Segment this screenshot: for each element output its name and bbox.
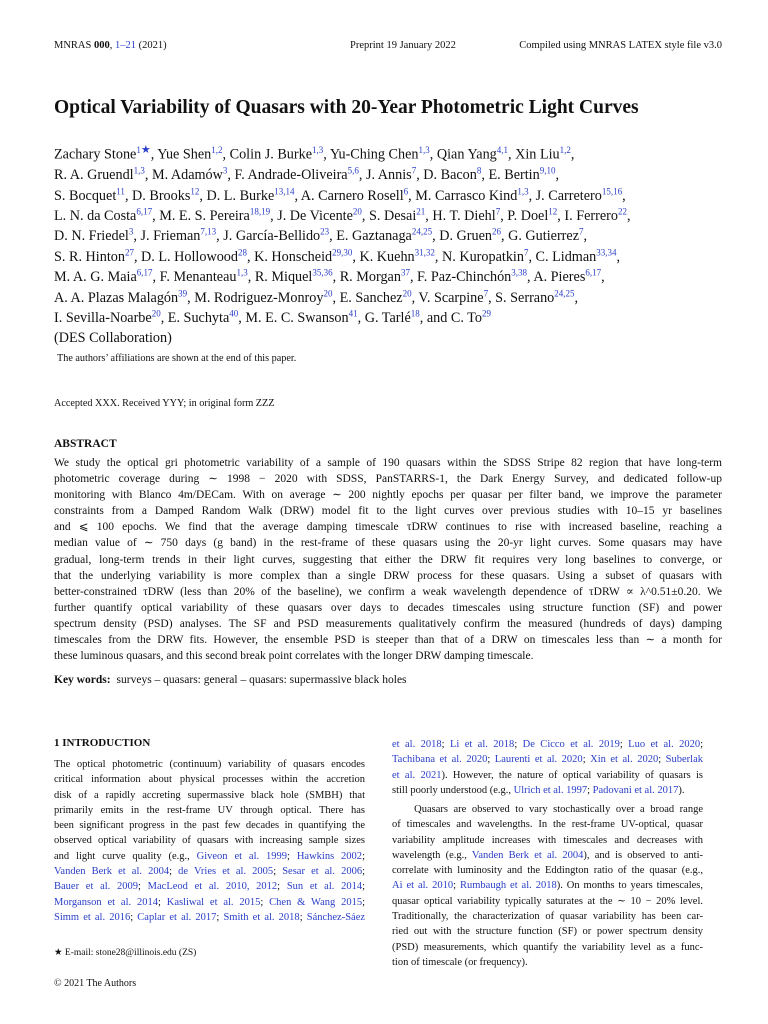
affiliation-superscript[interactable]: 1 xyxy=(136,145,141,155)
keywords xyxy=(54,674,407,686)
body-text: ; xyxy=(216,911,224,923)
body-line xyxy=(392,802,703,817)
body-line xyxy=(392,955,703,970)
affiliation-superscript[interactable]: 3 xyxy=(128,226,134,237)
keywords-text: surveys – quasars: general – quasars: supermassive black holes xyxy=(116,674,407,686)
citation-link[interactable]: Kasliwal et al. 2015 xyxy=(166,896,261,908)
author-name: , M. Carrasco Kind xyxy=(408,187,518,204)
author-name: , V. Scarpine xyxy=(411,289,484,306)
affiliation-superscript[interactable]: 1,3 xyxy=(517,185,529,196)
citation-link[interactable]: Vanden Berk et al. 2004 xyxy=(54,866,170,878)
author-name: S. R. Hinton xyxy=(54,248,125,265)
body-text: ried out with the structure function (SF) or power spectrum density xyxy=(392,926,703,938)
body-line xyxy=(392,817,703,832)
body-text: ), and is observed to anti- xyxy=(583,849,703,861)
body-text: been significant progress in the past few decades in quantifying the xyxy=(54,820,365,832)
citation-link[interactable]: Chen & Wang 2015 xyxy=(269,896,363,908)
body-text: Quasars are observed to vary stochastically over a broad range xyxy=(392,804,703,815)
affiliation-superscript[interactable]: 26 xyxy=(492,226,501,237)
abstract-line: further quantify optical variability of these quasars over days to decades timescales using structure function (SF) and power xyxy=(54,601,722,614)
affiliation-superscript[interactable]: 24,25 xyxy=(554,287,575,298)
preprint-date: Preprint 19 January 2022 xyxy=(350,40,456,51)
body-text: ; xyxy=(658,754,666,766)
body-line xyxy=(392,737,703,752)
author-name: , R. Miquel xyxy=(247,269,313,286)
citation-link[interactable]: Hawkins 2002 xyxy=(296,850,363,862)
body-text: ; xyxy=(273,866,283,878)
affiliation-superscript[interactable]: 20 xyxy=(352,206,362,217)
author-name: Zachary Stone xyxy=(54,146,137,163)
author-name: , xyxy=(583,228,588,245)
author-name: , E. Suchyta xyxy=(160,309,230,326)
affiliation-superscript[interactable]: 33,34 xyxy=(596,247,617,258)
author-name: , Yu-Ching Chen xyxy=(323,146,419,163)
affiliation-superscript[interactable]: 6,17 xyxy=(136,267,153,278)
left-column-text xyxy=(54,757,365,925)
body-text: ; xyxy=(157,896,167,908)
affiliation-superscript[interactable]: 7 xyxy=(483,287,489,298)
body-line xyxy=(392,863,703,878)
right-column-text-bottom xyxy=(392,802,703,970)
body-line xyxy=(54,849,365,864)
affiliation-superscript[interactable]: 5,6 xyxy=(347,165,359,176)
paper-title: Optical Variability of Quasars with 20-Year Photometric Light Curves xyxy=(54,97,639,118)
author-line xyxy=(54,226,722,246)
affiliation-superscript[interactable]: 9,10 xyxy=(539,165,556,176)
citation-link[interactable]: Smith et al. 2018 xyxy=(223,911,300,923)
author-name: , D. Brooks xyxy=(124,187,191,204)
affiliation-superscript[interactable]: 12 xyxy=(190,185,200,196)
citation-link[interactable]: Ulrich et al. 1997 xyxy=(513,784,588,796)
abstract-line: spectrum density (PSD) analyses. The SF and PSD measurements qualitatively confirm the measured (hundreds of days) damping xyxy=(54,617,722,630)
abstract-body xyxy=(54,455,722,664)
author-name: , F. Menanteau xyxy=(152,269,237,286)
body-line xyxy=(392,924,703,939)
author-name: , J. Annis xyxy=(358,167,412,184)
body-line xyxy=(54,879,365,894)
abstract-line: better-constrained τDRW (less than 20% of the baseline), we confirm a weak wavelength dependence of τDRW ∝ λ^0.51±0.20. We xyxy=(54,585,722,598)
author-name: , D. Bacon xyxy=(416,167,477,184)
author-name: , Yue Shen xyxy=(150,146,212,163)
abstract-line: constraints from a Damped Random Walk (DRW) model fit to the light curves over previous studies with 10–15 yr baselines xyxy=(54,505,722,518)
citation-link[interactable]: Simm et al. 2016 xyxy=(54,911,131,923)
compiled-note: Compiled using MNRAS LATEX style file v3.0 xyxy=(519,40,722,51)
body-text: observed optical variability of quasars with increasing sample sizes xyxy=(54,835,365,847)
body-text: still poorly understood (e.g., xyxy=(392,784,514,796)
affiliation-superscript[interactable]: 31,32 xyxy=(414,247,435,258)
corresponding-author-star[interactable]: ★ xyxy=(140,144,151,156)
body-text: of timescales and wavelengths. In the rest-frame UV-optical, quasar xyxy=(392,819,703,831)
right-column-text-top xyxy=(392,737,703,798)
body-text: ; xyxy=(587,784,593,796)
author-name: (DES Collaboration) xyxy=(54,330,172,347)
author-name: , G. Tarlé xyxy=(357,309,411,326)
author-name: , J. Frieman xyxy=(133,228,201,245)
citation-link[interactable]: Xin et al. 2020 xyxy=(590,754,659,766)
citation-link[interactable]: et al. 2021 xyxy=(392,769,442,781)
author-name: M. A. G. Maia xyxy=(54,269,137,286)
affiliation-superscript[interactable]: 6,17 xyxy=(136,206,153,217)
affiliation-superscript[interactable]: 4,1 xyxy=(496,145,509,155)
body-text: ). However, the nature of optical variability of quasars is xyxy=(441,769,704,781)
author-name: , xyxy=(622,187,626,204)
body-text: ; xyxy=(514,739,523,750)
author-name: , Xin Liu xyxy=(508,146,560,163)
affiliation-superscript[interactable]: 7 xyxy=(411,165,417,176)
author-name: , I. Ferrero xyxy=(557,207,618,224)
author-name: , M. Adamów xyxy=(144,167,223,184)
author-name: , S. Desai xyxy=(361,207,417,224)
body-text: ; xyxy=(138,881,148,893)
affiliation-superscript[interactable]: 6,17 xyxy=(585,267,602,278)
author-name: , E. Gaztanaga xyxy=(329,228,412,245)
citation-link[interactable]: Rumbaugh et al. 2018 xyxy=(460,880,557,892)
author-name: , F. Paz-Chinchón xyxy=(409,269,512,286)
body-text: variability amplitude increases with timescales and decreases with xyxy=(392,834,703,846)
citation-link[interactable]: de Vries et al. 2005 xyxy=(178,866,274,878)
body-line xyxy=(392,940,703,955)
body-line xyxy=(54,803,365,818)
affiliation-superscript[interactable]: 7 xyxy=(495,206,501,217)
body-text: The optical photometric (continuum) variability of quasars encodes xyxy=(54,759,365,770)
citation-link[interactable]: De Cicco et al. 2019 xyxy=(522,739,620,750)
author-name: , D. Gruen xyxy=(432,228,492,245)
body-text: and light curve quality (e.g., xyxy=(54,850,197,862)
author-name: , xyxy=(555,167,559,184)
body-text: critical information about physical processes within the accretion xyxy=(54,774,365,786)
author-name: , A. Pieres xyxy=(527,269,586,286)
body-text: (PSD) measurements, which quantify the variability level as a func- xyxy=(392,941,703,953)
affiliation-superscript[interactable]: 40 xyxy=(229,308,239,319)
author-name: , G. Gutierrez xyxy=(501,228,579,245)
abstract-heading: ABSTRACT xyxy=(54,438,117,450)
affiliation-superscript[interactable]: 12 xyxy=(548,206,558,217)
body-text: primarily emits in the rest-frame UV through optical. There has xyxy=(54,804,365,816)
body-text: ; xyxy=(362,866,365,878)
affiliation-superscript[interactable]: 35,36 xyxy=(312,267,333,278)
body-line xyxy=(54,895,365,910)
author-name: , D. L. Hollowood xyxy=(133,248,238,265)
author-line xyxy=(54,140,722,165)
body-text: ; xyxy=(287,850,297,862)
body-text: ; xyxy=(582,754,591,766)
body-line xyxy=(54,772,365,787)
body-line xyxy=(392,752,703,767)
citation-link[interactable]: Sesar et al. 2006 xyxy=(282,866,363,878)
author-name: , J. García-Bellido xyxy=(216,228,321,245)
body-text: ; xyxy=(453,880,460,892)
body-line xyxy=(54,833,365,848)
body-line xyxy=(392,878,703,893)
author-name: , R. Morgan xyxy=(332,269,401,286)
author-name: L. N. da Costa xyxy=(54,207,137,224)
citation-link[interactable]: Tachibana et al. 2020 xyxy=(392,754,488,766)
affiliation-superscript[interactable]: 37 xyxy=(400,267,410,278)
affiliation-superscript[interactable]: 1,3 xyxy=(418,145,430,155)
affiliation-superscript[interactable]: 7,13 xyxy=(200,226,217,237)
keywords-label: Key words: xyxy=(54,674,111,686)
body-line xyxy=(54,757,365,772)
body-text: tion of timescale (or frequency). xyxy=(392,956,528,968)
author-name: , N. Kuropatkin xyxy=(434,248,524,265)
body-text: ; xyxy=(362,850,365,862)
body-text: quasar optical variability typically saturates at the ∼ 10 − 20% level. xyxy=(392,895,703,907)
author-name: , M. Rodriguez-Monroy xyxy=(187,289,324,306)
body-text: correlate with luminosity and the Eddington ratio of the quasar (e.g., xyxy=(392,865,703,877)
affiliation-superscript[interactable]: 41 xyxy=(348,308,358,319)
abstract-line: We study the optical gri photometric variability of a sample of 190 quasars within the SDSS Stripe 82 region that have long-term xyxy=(54,457,722,469)
author-name: I. Sevilla-Noarbe xyxy=(54,309,152,326)
affiliation-superscript[interactable]: 7 xyxy=(523,247,529,258)
affiliation-superscript[interactable]: 22 xyxy=(617,206,627,217)
page-range-link[interactable]: 1–21 xyxy=(114,40,136,51)
body-line xyxy=(392,768,703,783)
citation-link[interactable]: Caplar et al. 2017 xyxy=(137,911,217,923)
author-name: , Qian Yang xyxy=(429,146,497,163)
acceptance-line: Accepted XXX. Received YYY; in original form ZZZ xyxy=(54,398,275,409)
affiliation-superscript[interactable]: 6 xyxy=(403,185,409,196)
affiliation-superscript[interactable]: 15,16 xyxy=(601,185,623,196)
citation-link[interactable]: Sánchez-Sáez xyxy=(306,911,366,923)
body-text: Traditionally, the characterization of quasar variability has been car- xyxy=(392,911,703,923)
body-text: ; xyxy=(169,866,179,878)
body-text: ). On months to years timescales, xyxy=(556,880,703,892)
abstract-line: monitoring with Blanco 4m/DECam. With on average ∼ 200 nightly epochs per quasar per filter band, we improve the parameter xyxy=(54,489,722,502)
body-text: ; xyxy=(362,881,366,893)
abstract-line: that the underlying variability is more complex than a single DRW process for these quasars. Using a subset of quasars with xyxy=(54,569,722,582)
author-name: , xyxy=(574,289,579,306)
body-text: ; xyxy=(700,739,704,750)
journal-citation: MNRAS 000, 1–21 (2021) xyxy=(54,40,167,51)
affiliation-superscript[interactable]: 39 xyxy=(178,287,188,298)
body-line xyxy=(392,783,703,798)
author-line xyxy=(54,328,722,348)
author-name: R. A. Gruendl xyxy=(54,167,134,184)
citation-link[interactable]: Laurenti et al. 2020 xyxy=(494,754,583,766)
author-name: , P. Doel xyxy=(500,207,549,224)
citation-link[interactable]: Giveon et al. 1999 xyxy=(196,850,288,862)
affiliation-superscript[interactable]: 20 xyxy=(151,308,161,319)
body-text: ; xyxy=(487,754,495,766)
citation-link[interactable]: MacLeod et al. 2010, 2012 xyxy=(147,881,278,893)
body-line xyxy=(54,864,365,879)
author-list xyxy=(54,140,722,349)
body-text: ; xyxy=(619,739,629,750)
affiliation-superscript[interactable]: 1,3 xyxy=(133,165,145,176)
body-line xyxy=(392,909,703,924)
body-text: disk of a rapidly accreting supermassive black hole (SMBH) that xyxy=(54,789,365,801)
citation-link[interactable]: Sun et al. 2014 xyxy=(286,881,363,893)
citation-link[interactable]: Li et al. 2018 xyxy=(449,739,515,750)
body-text: ; xyxy=(277,881,287,893)
affiliation-superscript[interactable]: 1,3 xyxy=(312,145,324,155)
affiliation-superscript[interactable]: 21 xyxy=(416,206,426,217)
citation-link[interactable]: Luo et al. 2020 xyxy=(628,739,701,750)
author-line xyxy=(54,247,722,267)
body-text: ; xyxy=(299,911,307,923)
author-name: , xyxy=(570,146,575,163)
affiliation-superscript[interactable]: 20 xyxy=(323,287,333,298)
abstract-line: photometric coverage during ∼ 1998 − 2020 with SDSS, PanSTARRS-1, the Dark Energy Survey, and dedicated follow-up xyxy=(54,473,722,486)
author-name: , E. Sanchez xyxy=(332,289,403,306)
affiliation-superscript[interactable]: 29,30 xyxy=(332,247,353,258)
abstract-line: and ⩽ 100 epochs. We find that the average damping timescale τDRW continues to rise with increased baseline, reaching a xyxy=(54,521,722,534)
body-line xyxy=(54,788,365,803)
affiliation-superscript[interactable]: 1,2 xyxy=(559,145,571,155)
author-line xyxy=(54,308,722,328)
author-name: , C. Lidman xyxy=(528,248,597,265)
author-name: , xyxy=(616,248,621,265)
body-text: wavelength (e.g., xyxy=(392,849,472,861)
author-name: , H. T. Diehl xyxy=(425,207,496,224)
author-name: , K. Kuehn xyxy=(352,248,415,265)
affiliations-note: The authors’ affiliations are shown at the end of this paper. xyxy=(57,353,297,364)
author-name: , F. Andrade-Oliveira xyxy=(227,167,348,184)
body-text: ; xyxy=(362,896,365,908)
affiliation-superscript[interactable]: 1,3 xyxy=(236,267,248,278)
abstract-line: median value of ∼ 750 days (g band) in the rest-frame of these quasars using the 20-yr light curves. Some quasars may have xyxy=(54,537,722,550)
citation-link[interactable]: et al. 2018 xyxy=(392,739,442,750)
author-name: , J. De Vicente xyxy=(270,207,353,224)
affiliation-superscript[interactable]: 20 xyxy=(402,287,412,298)
body-line xyxy=(54,818,365,833)
citation-link[interactable]: Vanden Berk et al. 2004 xyxy=(471,849,584,861)
author-name: S. Bocquet xyxy=(54,187,117,204)
author-name: , A. Carnero Rosell xyxy=(294,187,404,204)
abstract-line: these luminous quasars, and this second break point correlates with the longer DRW damping timescale. xyxy=(54,650,534,663)
body-text: ; xyxy=(130,911,138,923)
affiliation-superscript[interactable]: 1,2 xyxy=(211,145,223,155)
author-name: , Colin J. Burke xyxy=(222,146,312,163)
author-name: , K. Honscheid xyxy=(247,248,333,265)
author-name: , xyxy=(626,207,631,224)
affiliation-superscript[interactable]: 23 xyxy=(320,226,330,237)
author-line xyxy=(54,267,722,287)
author-name: , D. L. Burke xyxy=(199,187,275,204)
author-line xyxy=(54,288,722,308)
affiliation-superscript[interactable]: 7 xyxy=(579,226,584,237)
body-line xyxy=(392,894,703,909)
author-line xyxy=(54,206,722,226)
copyright: © 2021 The Authors xyxy=(54,978,137,989)
author-name: , xyxy=(601,269,605,286)
citation-link[interactable]: Ai et al. 2010 xyxy=(392,880,454,892)
author-name: , E. Bertin xyxy=(481,167,540,184)
affiliation-superscript[interactable]: 29 xyxy=(481,308,491,319)
affiliation-superscript[interactable]: 28 xyxy=(238,247,247,258)
body-line xyxy=(392,848,703,863)
affiliation-superscript[interactable]: 3 xyxy=(222,165,228,176)
citation-link[interactable]: Morganson et al. 2014 xyxy=(54,896,158,908)
affiliation-superscript[interactable]: 27 xyxy=(124,247,134,258)
author-name: , S. Serrano xyxy=(488,289,555,306)
affiliation-superscript[interactable]: 24,25 xyxy=(411,226,433,237)
citation-link[interactable]: Padovani et al. 2017 xyxy=(592,784,679,796)
author-name: , J. Carretero xyxy=(528,187,602,204)
affiliation-superscript[interactable]: 11 xyxy=(116,185,125,196)
author-line xyxy=(54,186,722,206)
abstract-line: gradual, long-term trends in their light curves, suggesting that either the DRW fit requires very long baselines to converge, or xyxy=(54,553,722,566)
body-text: ; xyxy=(441,739,450,750)
author-name: D. N. Friedel xyxy=(54,228,129,245)
author-name: , and C. To xyxy=(419,309,482,326)
abstract-line: timescales from the DRW fits. However, the ensemble PSD is steeper than that of a DRW on timescales less than ∼ a month for xyxy=(54,634,722,647)
affiliation-superscript[interactable]: 3,38 xyxy=(511,267,528,278)
author-name: , M. E. S. Pereira xyxy=(152,207,250,224)
author-name: A. A. Plazas Malagón xyxy=(54,289,179,306)
section-heading: 1 INTRODUCTION xyxy=(54,737,151,749)
affiliation-superscript[interactable]: 18 xyxy=(410,308,420,319)
body-line xyxy=(54,910,365,925)
body-text: ). xyxy=(678,784,685,796)
citation-link[interactable]: Bauer et al. 2009 xyxy=(54,881,139,893)
citation-link[interactable]: Suberlak xyxy=(665,754,703,766)
author-line xyxy=(54,165,722,185)
affiliation-superscript[interactable]: 13,14 xyxy=(274,185,295,196)
affiliation-superscript[interactable]: 8 xyxy=(476,165,482,176)
author-name: , M. E. C. Swanson xyxy=(238,309,349,326)
footnote-email: ★ E-mail: stone28@illinois.edu (ZS) xyxy=(54,948,197,958)
body-text: ; xyxy=(260,896,270,908)
affiliation-superscript[interactable]: 18,19 xyxy=(249,206,271,217)
body-line xyxy=(392,833,703,848)
